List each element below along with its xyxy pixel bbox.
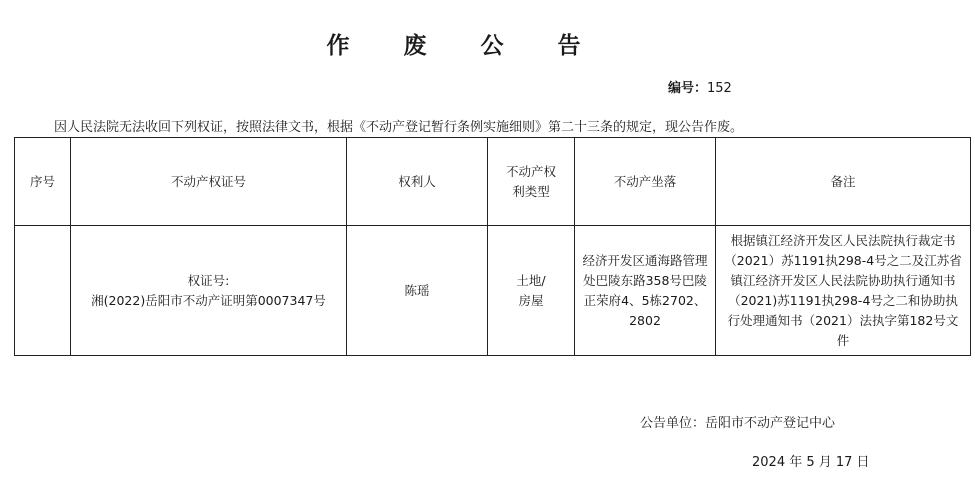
header-cert-number: 不动产权证号: [71, 138, 347, 226]
issue-date: 2024 年 5 月 17 日: [752, 455, 870, 470]
cert-number-value: 湘(2022)岳阳市不动产证明第0007347号: [91, 292, 326, 308]
cell-location: 经济开发区通海路管理处巴陵东路358号巴陵正荣府4、5栋2702、2802: [575, 226, 716, 356]
cell-remark: 根据镇江经济开发区人民法院执行裁定书（2021）苏1191执298-4号之二及江苏省镇江经济开发区人民法院协助执行通知书（2021)苏1191执298-4号之二和协助执行处理通知书（2021）法执字第182号文件: [716, 226, 971, 356]
header-right-type-line2: 利类型: [512, 183, 550, 199]
cell-cert-number: [71, 226, 347, 356]
header-seq: 序号: [15, 138, 71, 226]
header-holder: 权利人: [347, 138, 488, 226]
header-location: 不动产坐落: [575, 138, 716, 226]
table-row: [15, 226, 971, 356]
header-right-type: [488, 138, 575, 226]
right-type-line2: 房屋: [518, 292, 544, 308]
document-number-label: 编号：: [668, 81, 708, 96]
cell-holder: 陈瑶: [347, 226, 488, 356]
table-header-row: [15, 138, 971, 226]
void-certificate-table: [14, 137, 971, 356]
cert-number-label: 权证号:: [187, 272, 230, 288]
document-number: [668, 77, 732, 96]
issuing-unit: 公告单位：岳阳市不动产登记中心: [640, 416, 836, 431]
intro-paragraph: 因人民法院无法收回下列权证，按照法律文书，根据《不动产登记暂行条例实施细则》第二十三条的规定，现公告作废。: [54, 120, 744, 135]
cell-seq: [15, 226, 71, 356]
document-number-value: 152: [707, 81, 732, 96]
cell-right-type: [488, 226, 575, 356]
header-remark: 备注: [716, 138, 971, 226]
notice-title: 作 废 公 告: [326, 33, 604, 59]
header-right-type-line1: 不动产权: [505, 163, 556, 179]
right-type-line1: 土地/: [516, 272, 546, 288]
